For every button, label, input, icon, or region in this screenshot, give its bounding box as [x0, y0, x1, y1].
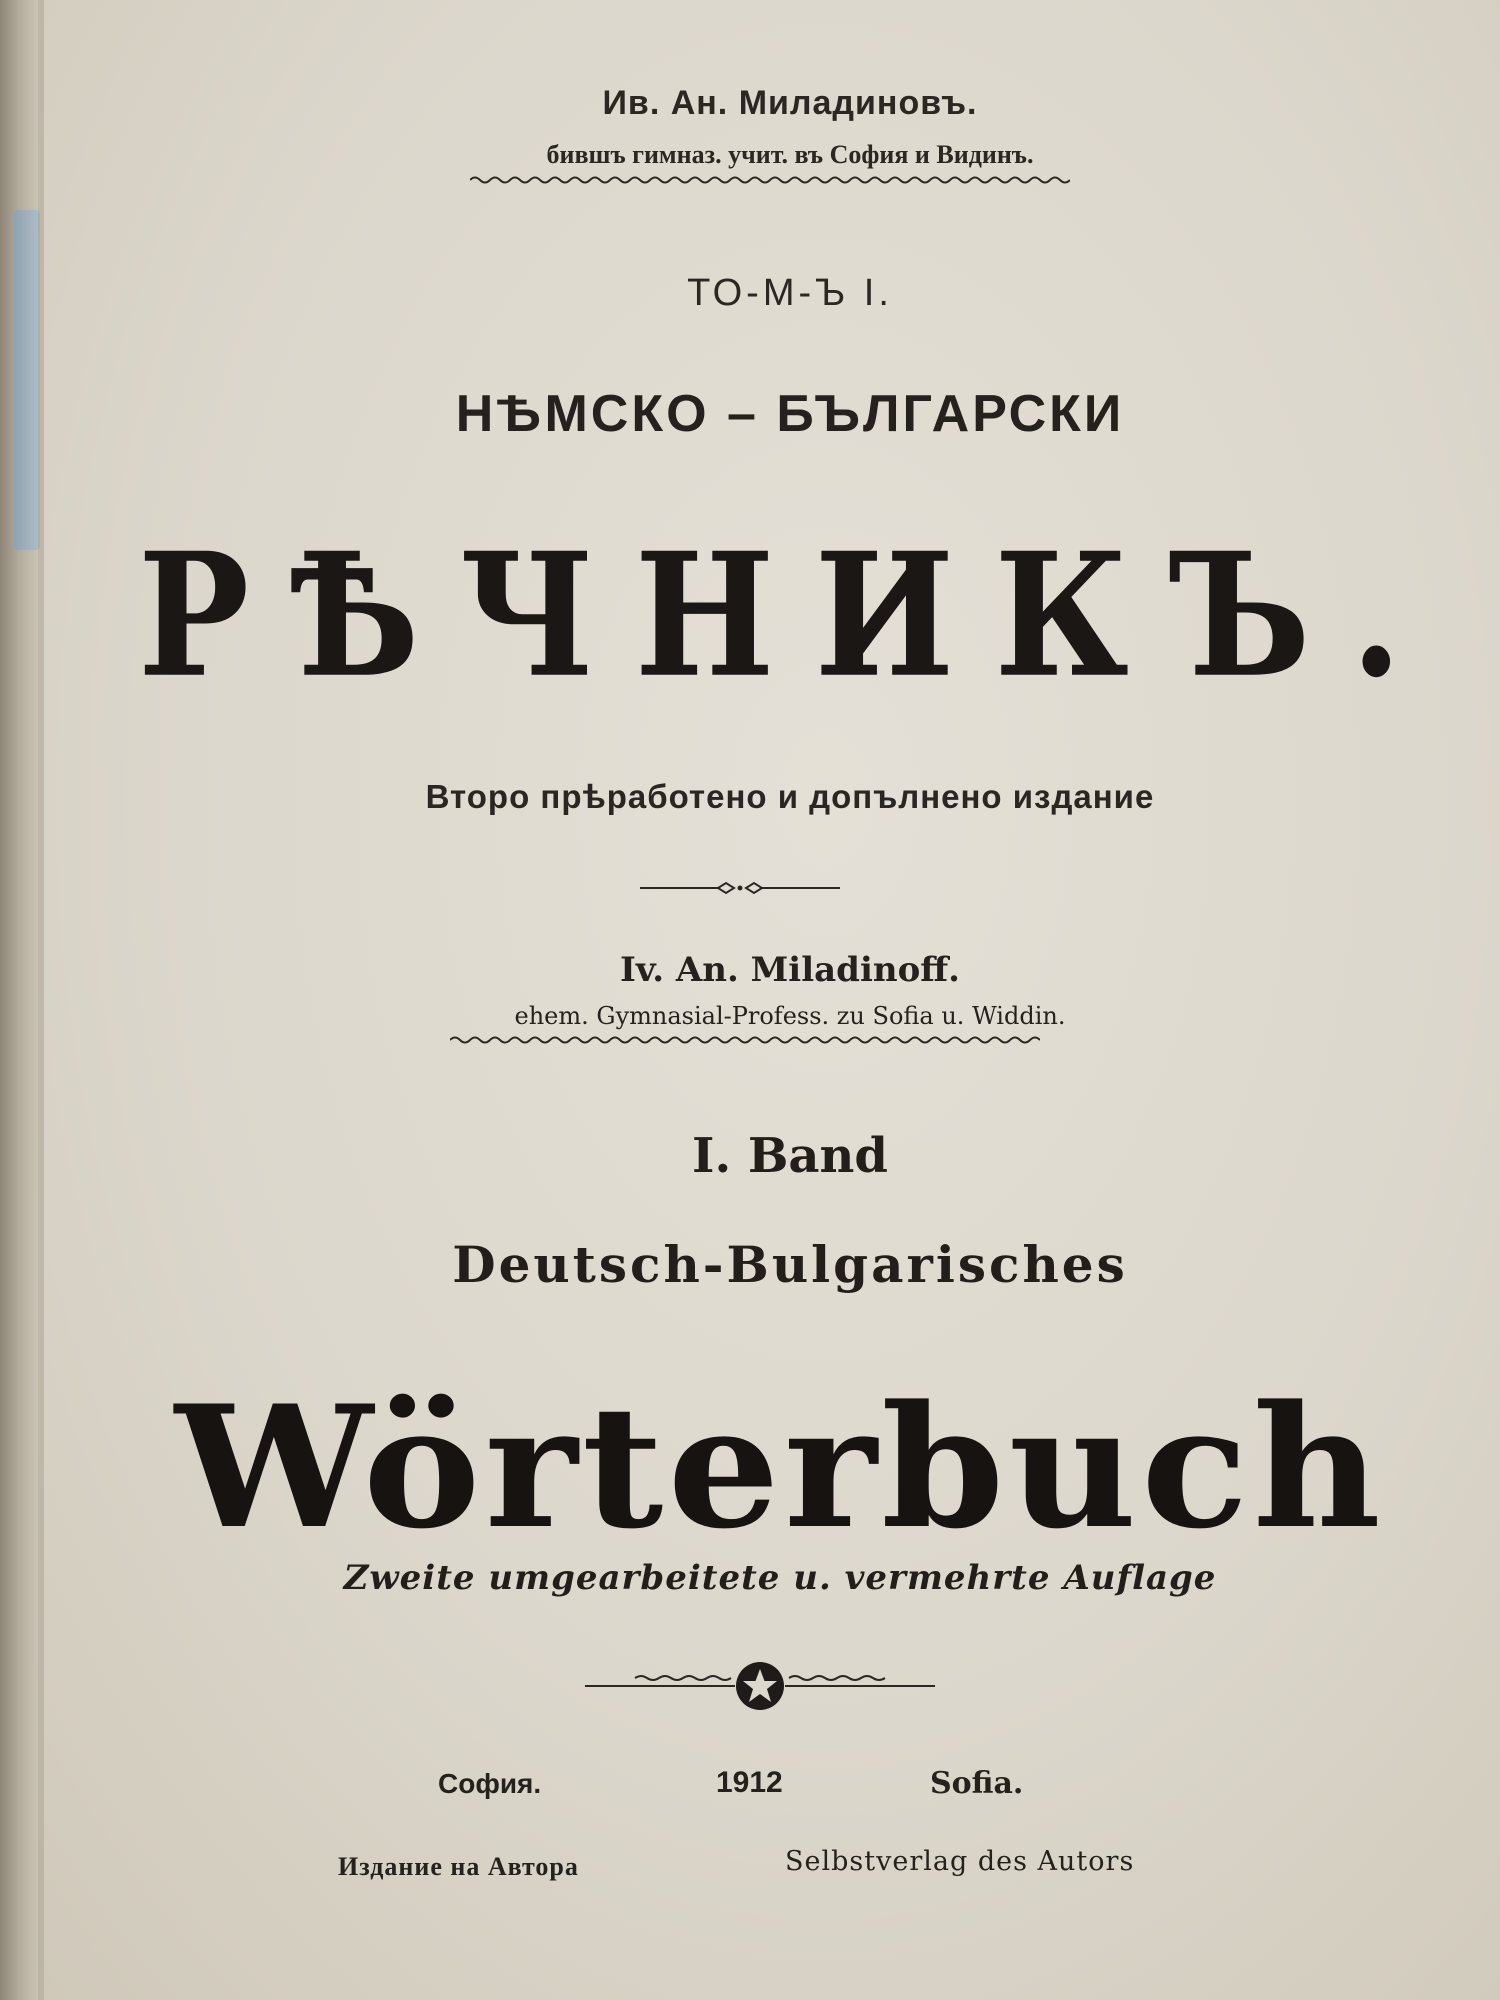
publisher-note-ru: Издание на Автора	[338, 1852, 579, 1881]
author-title-de: ehem. Gymnasial-Profess. zu Sofia u. Widdin.	[514, 1002, 1066, 1030]
imprint-city-ru: София.	[438, 1768, 542, 1799]
author-title-ru: бившъ гимназ. учит. въ София и Видинъ.	[546, 140, 1034, 169]
edition-note-ru: Второ прѣработено и допълнено издание	[425, 778, 1155, 815]
main-title-de: Wörterbuch	[174, 1368, 1386, 1566]
edition-note-de: Zweite umgearbeitete u. vermehrte Auflage	[343, 1558, 1217, 1598]
volume-label-de: I. Band	[691, 1128, 888, 1184]
subject-heading-de: Deutsch-Bulgarisches	[452, 1235, 1128, 1294]
subject-heading-ru: НѢМСКО – БЪЛГАРСКИ	[455, 385, 1125, 443]
divider-ornament-small	[640, 878, 840, 898]
wavy-rule-middle	[450, 1034, 1040, 1046]
imprint-city-de: Sofia.	[930, 1766, 1024, 1801]
author-name-ru: Ив. Ан. Миладиновъ.	[602, 84, 978, 122]
publisher-note-de: Selbstverlag des Autors	[785, 1846, 1135, 1877]
imprint-year: 1912	[716, 1766, 783, 1799]
main-title-ru: РѢЧНИКЪ.	[137, 514, 1443, 716]
author-name-de: Iv. An. Miladinoff.	[619, 950, 961, 990]
spine-label-tab	[14, 210, 40, 550]
volume-label-ru: ТО-М-Ъ I.	[687, 272, 893, 314]
star-divider-ornament	[585, 1658, 935, 1714]
wavy-rule-top	[470, 174, 1070, 186]
